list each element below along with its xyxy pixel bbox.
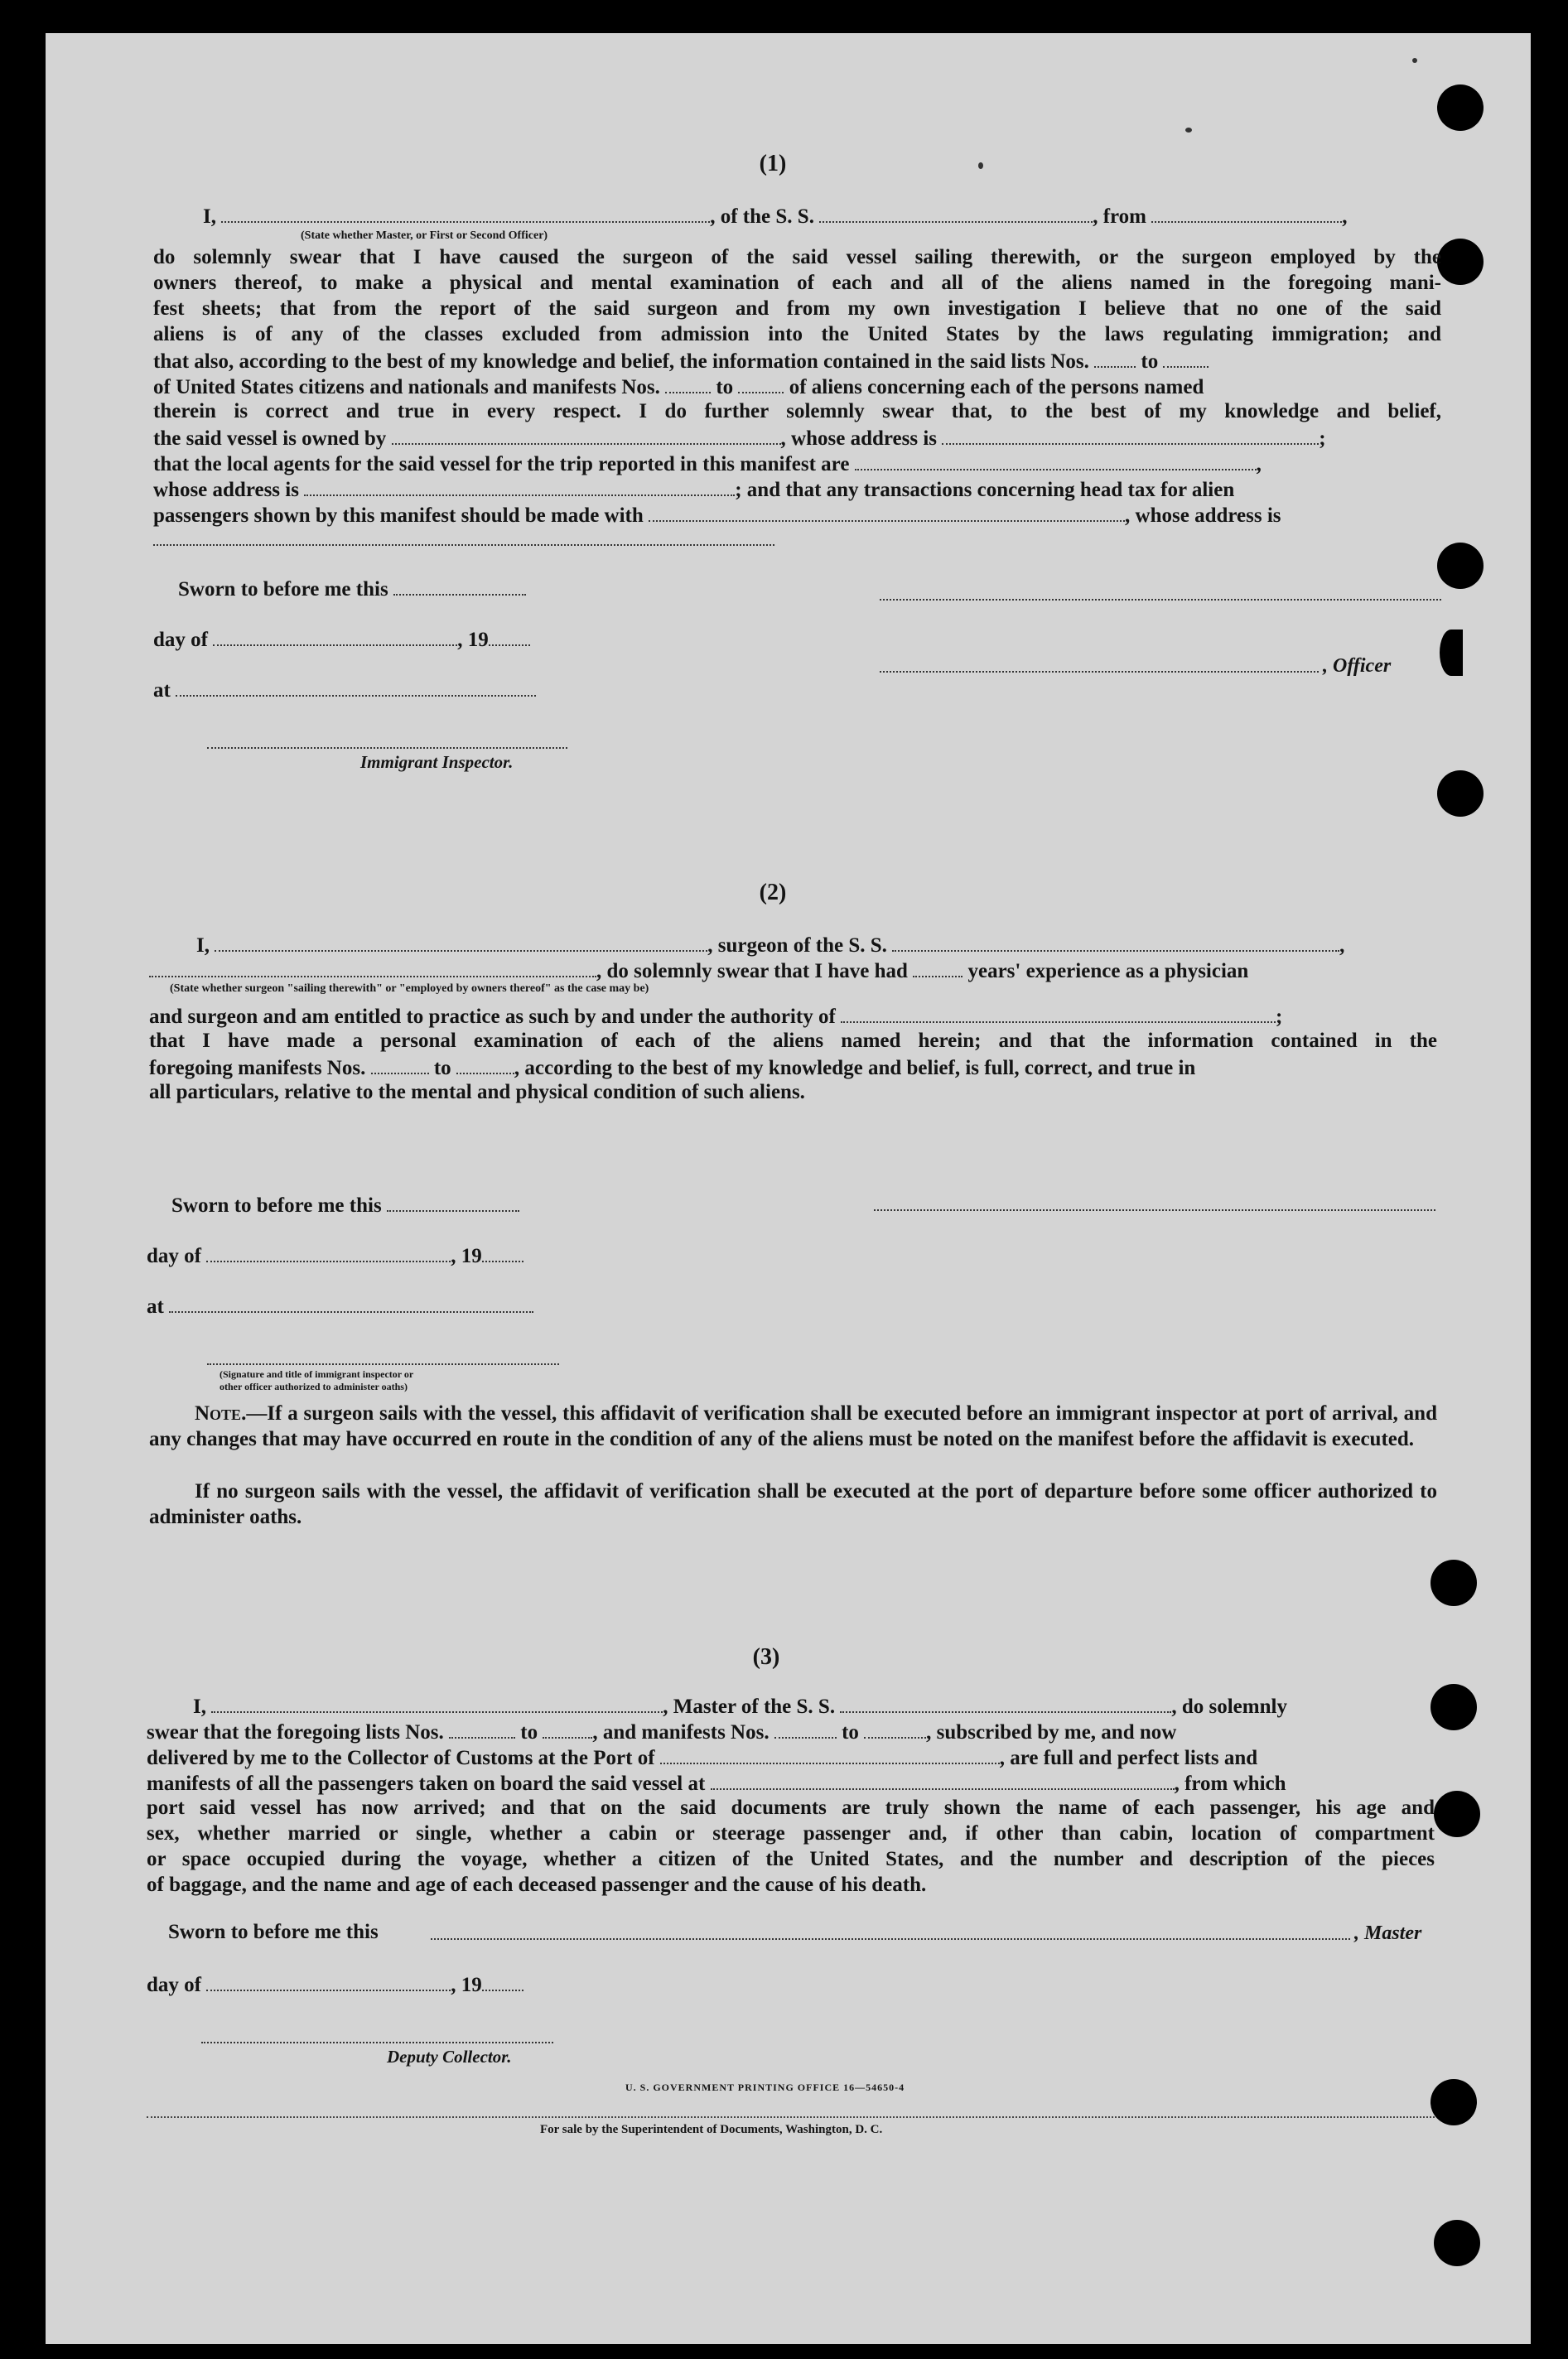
- s2-examined-line: that I have made a personal examination of each of the aliens named herein; and that the information contained in the: [149, 1030, 1437, 1052]
- punch-hole: [1430, 2079, 1477, 2125]
- s3-swear-line: swear that the foregoing lists Nos. to , and manifests Nos. to , subscribed by me, and now: [147, 1719, 1176, 1745]
- s2-sig-caption-1: (Signature and title of immigrant inspector or: [220, 1368, 414, 1380]
- punch-hole: [1430, 1684, 1477, 1730]
- s2-line2: , do solemnly swear that I have had years' experience as a physician: [149, 958, 1248, 984]
- s2-month-field[interactable]: [206, 1242, 451, 1262]
- s2-surgeon-name-field[interactable]: [215, 932, 707, 952]
- s1-officer-field[interactable]: [880, 671, 1319, 673]
- s3-body-2: or space occupied during the voyage, whether a citizen of the United States, and the number and description of the pieces: [147, 1848, 1435, 1870]
- punch-hole: [1437, 84, 1484, 131]
- s1-at: at: [153, 677, 536, 703]
- s1-officer-label: , Officer: [1323, 655, 1392, 677]
- s1-rank-caption: (State whether Master, or First or Second Officer): [301, 229, 548, 242]
- s1-manifest-line: of United States citizens and nationals and manifests Nos. to of aliens concerning each of the persons named: [153, 374, 1204, 400]
- owner-address-field[interactable]: [942, 425, 1319, 445]
- owner-field[interactable]: [392, 425, 781, 445]
- s3-dayof: day of , 19: [147, 1971, 523, 1998]
- vessel-field[interactable]: [819, 203, 1093, 223]
- s3-deputy-label: Deputy Collector.: [387, 2047, 512, 2067]
- s1-body-1: owners thereof, to make a physical and mental examination of each and all of the aliens named in the foregoing mani-: [153, 272, 1441, 294]
- s3-body-1: sex, whether married or single, whether a cabin or steerage passenger and, if other than cabin, location of compartment: [147, 1822, 1435, 1845]
- s3-deputy-signature-field[interactable]: [201, 2042, 553, 2043]
- lists-to-field[interactable]: [1163, 348, 1209, 368]
- s3-master-signature-field[interactable]: [431, 1938, 1350, 1940]
- agents-field[interactable]: [855, 451, 1257, 470]
- s2-years-field[interactable]: [913, 958, 963, 977]
- s2-manifests-from-field[interactable]: [371, 1054, 429, 1074]
- s3-boarding-port-field[interactable]: [711, 1770, 1175, 1790]
- s2-manifests-to-field[interactable]: [456, 1054, 514, 1074]
- lists-from-field[interactable]: [1094, 348, 1136, 368]
- s3-line1: I, , Master of the S. S. , do solemnly: [193, 1693, 1287, 1720]
- s1-dayof: day of , 19: [153, 626, 530, 653]
- speck: [1185, 128, 1192, 133]
- headtax-party-field[interactable]: [649, 502, 1125, 522]
- rank-field[interactable]: [221, 203, 710, 223]
- s3-sworn: Sworn to before me this: [168, 1921, 379, 1943]
- s3-delivered-line: delivered by me to the Collector of Customs at the Port of , are full and perfect lists and: [147, 1744, 1257, 1771]
- form-page: [46, 33, 1531, 2344]
- s2-sig-caption-2: other officer authorized to administer oaths): [220, 1381, 408, 1392]
- speck: [1412, 58, 1417, 63]
- section-1-number: (1): [759, 151, 787, 176]
- footer-rule: [147, 2116, 1435, 2118]
- s3-master-name-field[interactable]: [211, 1693, 663, 1713]
- s2-year-field[interactable]: [482, 1242, 523, 1262]
- s1-pass-line: passengers shown by this manifest should be made with , whose address is: [153, 502, 1281, 528]
- s1-signature-field[interactable]: [880, 599, 1441, 601]
- section-3-number: (3): [752, 1644, 780, 1670]
- s1-place-field[interactable]: [176, 677, 536, 697]
- s3-vessel-field[interactable]: [840, 1693, 1171, 1713]
- section-2-number: (2): [759, 880, 787, 905]
- from-port-field[interactable]: [1151, 203, 1342, 223]
- s2-officer-signature-field[interactable]: [207, 1363, 559, 1365]
- s2-sworn: Sworn to before me this: [171, 1192, 519, 1218]
- s3-body-3: of baggage, and the name and age of each deceased passenger and the cause of his death.: [147, 1874, 927, 1896]
- s1-body-3: aliens is of any of the classes excluded from admission into the United States by the laws regulating immigration; and: [153, 323, 1441, 345]
- punch-hole: [1437, 239, 1484, 285]
- s3-year-field[interactable]: [482, 1971, 523, 1991]
- s1-year-field[interactable]: [489, 626, 530, 646]
- punch-hole: [1434, 2220, 1480, 2266]
- s2-sworn-day-field[interactable]: [387, 1192, 519, 1212]
- s2-line1: I, , surgeon of the S. S. ,: [196, 932, 1344, 958]
- s2-note-1: Note.—If a surgeon sails with the vessel, this affidavit of verification shall be executed before an immigrant inspector at port of arrival, and any changes that may have occurred en route in the condition of any of the aliens must be noted on the manifest before the affidavit is executed.: [149, 1402, 1437, 1450]
- s1-agents-line: that the local agents for the said vessel for the trip reported in this manifest are ,: [153, 451, 1262, 477]
- note-label: Note.: [195, 1402, 247, 1425]
- manifests-from-field[interactable]: [665, 374, 711, 393]
- s1-inspector-field[interactable]: [207, 747, 567, 749]
- s1-inspector-label: Immigrant Inspector.: [360, 752, 514, 772]
- s2-foregoing-line: foregoing manifests Nos. to , according to the best of my knowledge and belief, is full, correct, and true in: [149, 1054, 1195, 1081]
- punch-hole: [1437, 770, 1484, 817]
- punch-hole: [1430, 1560, 1477, 1606]
- gpo-imprint: U. S. GOVERNMENT PRINTING OFFICE 16—54650-4: [625, 2082, 905, 2093]
- s1-correct-line: therein is correct and true in every respect. I do further solemnly swear that, to the best of my knowledge and belief,: [153, 400, 1441, 422]
- s1-whose-line: whose address is ; and that any transactions concerning head tax for alien: [153, 476, 1234, 503]
- s2-signature-field[interactable]: [874, 1209, 1435, 1211]
- agents-address-field[interactable]: [304, 476, 735, 496]
- s2-status-caption: (State whether surgeon "sailing therewith" or "employed by owners thereof" as the case may be): [170, 982, 649, 995]
- s2-authority-field[interactable]: [841, 1003, 1276, 1023]
- s3-lists-to-field[interactable]: [543, 1719, 592, 1739]
- s1-sworn-day-field[interactable]: [393, 576, 526, 596]
- s1-sworn: Sworn to before me this: [178, 576, 526, 602]
- punch-hole: [1440, 630, 1463, 676]
- s2-note-2: If no surgeon sails with the vessel, the affidavit of verification shall be executed at the port of departure before some officer authorized to administer oaths.: [149, 1480, 1437, 1528]
- speck: [978, 162, 983, 169]
- s1-body-2: fest sheets; that from the report of the said surgeon and from my own investigation I believe that no one of the said: [153, 297, 1441, 320]
- s1-month-field[interactable]: [213, 626, 457, 646]
- s2-authority-line: and surgeon and am entitled to practice as such by and under the authority of ;: [149, 1003, 1282, 1030]
- s3-lists-from-field[interactable]: [449, 1719, 515, 1739]
- punch-hole: [1437, 543, 1484, 589]
- s1-body-0: do solemnly swear that I have caused the surgeon of the said vessel sailing therewith, or the surgeon employed by the: [153, 246, 1441, 268]
- s3-manifests-to-field[interactable]: [864, 1719, 926, 1739]
- s1-line1: I, , of the S. S. , from ,: [203, 203, 1348, 229]
- s3-manifests-from-field[interactable]: [774, 1719, 837, 1739]
- s2-place-field[interactable]: [169, 1293, 533, 1313]
- s2-at: at: [147, 1293, 533, 1319]
- s3-port-field[interactable]: [660, 1744, 1000, 1764]
- s1-address-continuation-field[interactable]: [153, 544, 774, 546]
- s3-body-0: port said vessel has now arrived; and that on the said documents are truly shown the name of each passenger, his age and: [147, 1797, 1435, 1819]
- s2-status-field[interactable]: [149, 958, 596, 977]
- s1-nos-line: that also, according to the best of my knowledge and belief, the information contained in the said lists Nos. to: [153, 348, 1209, 374]
- s3-manifests-line: manifests of all the passengers taken on board the said vessel at , from which: [147, 1770, 1286, 1797]
- s2-vessel-field[interactable]: [892, 932, 1339, 952]
- manifests-to-field[interactable]: [738, 374, 784, 393]
- punch-hole: [1434, 1791, 1480, 1837]
- s3-master-label: , Master: [1354, 1922, 1422, 1944]
- sale-notice: For sale by the Superintendent of Documents, Washington, D. C.: [540, 2123, 883, 2136]
- s2-dayof: day of , 19: [147, 1242, 523, 1269]
- s1-owned-line: the said vessel is owned by , whose address is ;: [153, 425, 1326, 451]
- s3-month-field[interactable]: [206, 1971, 451, 1991]
- s2-particulars-line: all particulars, relative to the mental and physical condition of such aliens.: [149, 1081, 805, 1103]
